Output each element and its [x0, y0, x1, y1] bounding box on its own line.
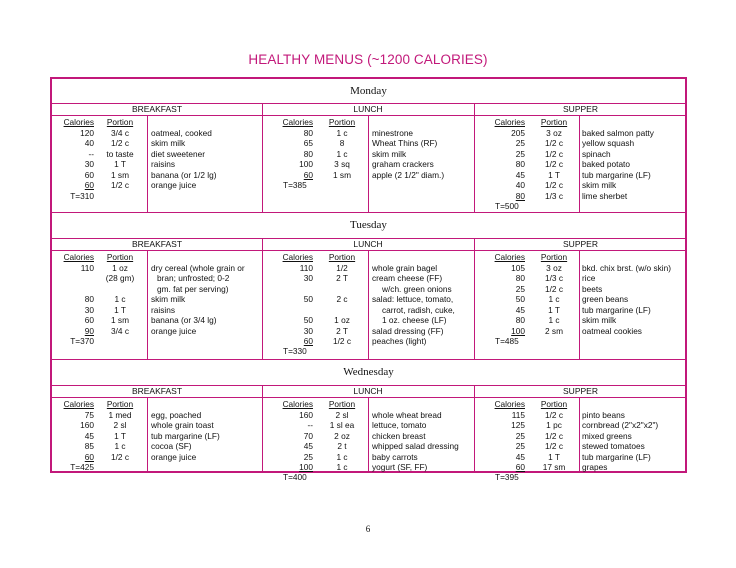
portion-value: (28 gm)	[105, 273, 135, 283]
portion-value: 1/2 c	[111, 138, 129, 148]
portion-value: 1 c	[114, 294, 126, 304]
divider	[147, 115, 148, 212]
portion-value: 1/3 c	[545, 190, 563, 201]
calorie-value: 90	[84, 325, 94, 336]
portion-value: 1 med	[108, 409, 132, 420]
food-item: skim milk	[582, 180, 617, 190]
portion-header: Portion	[328, 399, 356, 409]
calorie-total: T=400	[283, 472, 307, 482]
divider	[474, 238, 475, 359]
food-column	[372, 128, 472, 181]
calories-column	[265, 117, 313, 180]
calorie-value: 60	[84, 180, 94, 190]
portion-value: 2 sl	[335, 409, 349, 420]
calorie-value: 25	[515, 148, 525, 159]
food-item: Wheat Thins (RF)	[372, 138, 438, 148]
calorie-total: T=370	[70, 336, 94, 346]
food-item: oatmeal, cooked	[151, 127, 212, 138]
calorie-total: T=425	[70, 462, 94, 472]
food-item: oatmeal cookies	[582, 325, 642, 336]
calorie-value: 160	[299, 409, 313, 420]
portion-value	[314, 305, 370, 316]
calorie-value: 70	[303, 430, 313, 441]
portion-header: Portion	[540, 117, 568, 127]
calorie-value: 45	[303, 441, 313, 451]
page-title: HEALTHY MENUS (~1200 CALORIES)	[248, 52, 488, 67]
food-item: stewed tomatoes	[582, 441, 645, 451]
calorie-value: 30	[303, 325, 313, 336]
calorie-value: 110	[80, 262, 94, 273]
portion-column	[314, 252, 370, 347]
portion-value: 1 oz	[112, 262, 128, 273]
calorie-value: --	[88, 148, 94, 159]
calorie-value: 80	[303, 148, 313, 159]
food-column	[151, 128, 261, 191]
calories-header: Calories	[494, 117, 525, 127]
food-item: tub margarine (LF)	[582, 169, 651, 180]
calorie-value: 40	[515, 180, 525, 190]
calorie-value: 30	[84, 304, 94, 315]
divider	[368, 115, 369, 212]
food-item: salad: lettuce, tomato,	[372, 294, 454, 304]
calories-column	[54, 252, 94, 347]
meal-title-lunch: LUNCH	[353, 239, 383, 249]
portion-value	[92, 284, 148, 295]
calories-column	[265, 252, 313, 347]
food-item: 1 oz. cheese (LF)	[382, 315, 447, 325]
food-item: minestrone	[372, 127, 414, 138]
food-column	[582, 263, 686, 337]
calorie-value: 75	[84, 409, 94, 420]
calorie-value: 80	[303, 127, 313, 138]
meal-title-supper: SUPPER	[563, 104, 598, 114]
food-item: tub margarine (LF)	[151, 430, 220, 441]
meal-title-lunch: LUNCH	[353, 104, 383, 114]
portion-value: 1/2 c	[111, 180, 129, 190]
portion-value: 1/2 c	[545, 138, 563, 148]
portion-value: 3 oz	[546, 262, 562, 273]
food-item: apple (2 1/2" diam.)	[372, 169, 445, 180]
portion-value: 1/2 c	[545, 409, 563, 420]
portion-value: 1 pc	[546, 420, 562, 430]
portion-value: 1/2	[336, 262, 348, 273]
portion-value: 1 sm	[111, 169, 129, 180]
portion-value: 1 c	[114, 441, 126, 451]
portion-value: 1 T	[548, 451, 560, 462]
portion-value: 1 c	[548, 315, 560, 325]
food-item: raisins	[151, 304, 175, 315]
meal-title-supper: SUPPER	[563, 386, 598, 396]
food-item: tub margarine (LF)	[582, 304, 651, 315]
food-item: dry cereal (whole grain or	[151, 262, 245, 273]
calorie-value: 60	[84, 451, 94, 462]
food-item: lime sherbet	[582, 190, 628, 201]
food-item: salad dressing (FF)	[372, 325, 444, 336]
food-item: cornbread (2"x2"x2")	[582, 420, 659, 430]
meal-title-breakfast: BREAKFAST	[131, 239, 183, 249]
calorie-total: T=500	[495, 201, 519, 211]
total-cell	[495, 472, 535, 483]
calorie-total: T=485	[495, 336, 519, 346]
divider	[368, 250, 369, 359]
food-item: lettuce, tomato	[372, 420, 427, 430]
total-cell	[283, 346, 323, 357]
food-item: yellow squash	[582, 138, 635, 148]
meal-title-breakfast: BREAKFAST	[131, 386, 183, 396]
meal-title-breakfast: BREAKFAST	[131, 104, 183, 114]
page-number: 6	[365, 524, 371, 534]
portion-value: 1/2 c	[545, 441, 563, 451]
divider	[147, 250, 148, 359]
portion-value: 3 sq	[334, 159, 350, 169]
food-item: mixed greens	[582, 430, 632, 441]
food-item: yogurt (SF, FF)	[372, 462, 428, 472]
calories-column	[477, 117, 525, 201]
calorie-value: 80	[515, 273, 525, 283]
calorie-total: T=395	[495, 472, 519, 482]
day-title-monday: Monday	[350, 85, 387, 97]
food-item: banana (or 1/2 lg)	[151, 169, 217, 180]
calorie-value: 100	[299, 462, 313, 472]
calorie-value: 30	[84, 159, 94, 169]
portion-value	[314, 284, 370, 295]
calorie-value: 160	[80, 420, 94, 430]
portion-value: 1 c	[336, 148, 348, 159]
calorie-value: 205	[511, 127, 525, 138]
portion-value: 2 oz	[334, 430, 350, 441]
calories-header: Calories	[282, 252, 313, 262]
portion-value: 2 sl	[113, 420, 127, 430]
food-item: cream cheese (FF)	[372, 273, 443, 283]
divider	[474, 103, 475, 212]
calorie-value: 60	[515, 462, 525, 472]
portion-value: 3/4 c	[111, 127, 129, 138]
calories-header: Calories	[63, 117, 94, 127]
divider	[368, 397, 369, 473]
food-item: w/ch. green onions	[382, 283, 452, 294]
food-item: bkd. chix brst. (w/o skin)	[582, 262, 671, 273]
portion-value: 1 c	[336, 127, 348, 138]
portion-value: 1/2 c	[333, 336, 351, 346]
portion-header: Portion	[540, 399, 568, 409]
calories-column	[477, 399, 525, 473]
portion-value: 1 T	[114, 159, 126, 169]
portion-value: 1 c	[336, 451, 348, 462]
calorie-value: 50	[303, 294, 313, 304]
food-item: spinach	[582, 148, 611, 159]
calorie-value: 80	[515, 315, 525, 325]
portion-header: Portion	[106, 117, 134, 127]
portion-value: 1 c	[548, 294, 560, 304]
calorie-value: 80	[515, 159, 525, 169]
calorie-value: 120	[80, 127, 94, 138]
portion-value: 1 T	[548, 304, 560, 315]
meal-title-supper: SUPPER	[563, 239, 598, 249]
divider	[52, 212, 685, 213]
food-item: cocoa (SF)	[151, 441, 192, 451]
calories-column	[54, 399, 94, 473]
portion-value: 1 sl ea	[329, 420, 355, 430]
food-item: raisins	[151, 159, 175, 169]
calorie-value: 50	[515, 294, 525, 304]
divider	[579, 250, 580, 359]
food-item: orange juice	[151, 451, 197, 462]
divider	[579, 115, 580, 212]
calorie-total: T=385	[283, 180, 307, 190]
portion-value: 2 sm	[545, 325, 563, 336]
food-item: green beans	[582, 294, 629, 304]
food-item: orange juice	[151, 180, 197, 190]
food-item: whipped salad dressing	[372, 441, 459, 451]
food-item: whole grain toast	[151, 420, 214, 430]
portion-value: 3/4 c	[111, 325, 129, 336]
portion-value: 2 c	[336, 294, 348, 304]
portion-value: 2 T	[336, 325, 348, 336]
total-cell	[495, 201, 535, 212]
calorie-value: 80	[84, 294, 94, 304]
food-item: gm. fat per serving)	[157, 283, 229, 294]
food-item: chicken breast	[372, 430, 426, 441]
food-item: pinto beans	[582, 409, 625, 420]
divider	[262, 103, 263, 212]
portion-value: 1/2 c	[545, 159, 563, 169]
calorie-value: 100	[299, 159, 313, 169]
portion-value: 1/2 c	[111, 451, 129, 462]
calorie-value: 25	[515, 138, 525, 148]
calorie-value: 45	[515, 451, 525, 462]
food-item: graham crackers	[372, 159, 434, 169]
portion-value: to taste	[106, 148, 134, 159]
total-cell	[283, 180, 323, 191]
calorie-value: 100	[511, 325, 525, 336]
portion-column	[92, 399, 148, 462]
calorie-value: 60	[303, 169, 313, 180]
portion-value: 1 T	[114, 304, 126, 315]
divider	[262, 385, 263, 473]
meal-title-lunch: LUNCH	[353, 386, 383, 396]
portion-value: 1 oz	[334, 315, 350, 325]
divider	[262, 238, 263, 359]
calories-column	[54, 117, 94, 201]
food-column	[372, 410, 472, 473]
total-cell	[283, 472, 323, 483]
calorie-total: T=310	[70, 190, 94, 201]
portion-column	[92, 252, 148, 336]
divider	[52, 359, 685, 360]
portion-column	[526, 252, 582, 336]
portion-column	[314, 399, 370, 473]
food-item: banana (or 3/4 lg)	[151, 315, 217, 325]
food-item: tub margarine (LF)	[582, 451, 651, 462]
food-column	[151, 410, 261, 463]
total-cell	[495, 336, 535, 347]
portion-column	[526, 399, 582, 473]
calorie-value: 110	[299, 262, 313, 273]
food-column	[372, 263, 472, 347]
portion-value: 1 sm	[111, 315, 129, 325]
portion-header: Portion	[106, 252, 134, 262]
portion-value: 1/3 c	[545, 273, 563, 283]
food-item: orange juice	[151, 325, 197, 336]
calorie-value: 60	[303, 336, 313, 346]
portion-value: 2 t	[337, 441, 347, 451]
calorie-value: 25	[515, 283, 525, 294]
calorie-value: 40	[84, 138, 94, 148]
calorie-value: 45	[515, 304, 525, 315]
food-column	[582, 410, 686, 473]
portion-value: 1 c	[336, 462, 348, 472]
portion-value: 1/2 c	[545, 180, 563, 190]
calorie-value: 115	[511, 409, 525, 420]
food-column	[582, 128, 686, 202]
calorie-value: 105	[511, 262, 525, 273]
calorie-value	[265, 305, 313, 316]
portion-value: 3 oz	[546, 127, 562, 138]
food-item: baked salmon patty	[582, 127, 654, 138]
calorie-value	[54, 284, 94, 295]
calorie-value: 125	[511, 420, 525, 430]
divider	[147, 397, 148, 473]
calorie-value: 65	[303, 138, 313, 148]
calories-header: Calories	[494, 252, 525, 262]
food-item: skim milk	[582, 315, 617, 325]
calories-header: Calories	[282, 399, 313, 409]
portion-header: Portion	[328, 252, 356, 262]
portion-column	[314, 117, 370, 180]
food-item: diet sweetener	[151, 148, 205, 159]
calorie-value: 25	[515, 441, 525, 451]
portion-column	[526, 117, 582, 201]
food-item: bran; unfrosted; 0-2	[157, 273, 230, 283]
food-item: baby carrots	[372, 451, 418, 462]
calorie-value: 60	[84, 169, 94, 180]
calorie-value: 50	[303, 315, 313, 325]
calorie-value: 25	[515, 430, 525, 441]
portion-value: 1/2 c	[545, 430, 563, 441]
calorie-total: T=330	[283, 346, 307, 356]
divider	[579, 397, 580, 473]
portion-value: 8	[339, 138, 345, 148]
portion-value: 1 T	[548, 169, 560, 180]
portion-value: 17 sm	[542, 462, 566, 472]
calorie-value: 80	[515, 190, 525, 201]
divider	[474, 385, 475, 473]
calories-header: Calories	[63, 399, 94, 409]
menu-grid	[50, 77, 687, 482]
portion-value: 2 T	[336, 273, 348, 283]
food-item: whole grain bagel	[372, 262, 438, 273]
food-item: carrot, radish, cuke,	[382, 304, 455, 315]
food-item: skim milk	[372, 148, 407, 159]
calories-column	[477, 252, 525, 336]
calorie-value: 45	[515, 169, 525, 180]
day-title-tuesday: Tuesday	[350, 219, 387, 231]
portion-header: Portion	[106, 399, 134, 409]
portion-header: Portion	[540, 252, 568, 262]
food-item: rice	[582, 273, 596, 283]
portion-header: Portion	[328, 117, 356, 127]
calorie-value: 45	[84, 430, 94, 441]
calories-header: Calories	[63, 252, 94, 262]
calorie-value: 30	[303, 273, 313, 283]
calorie-value: 85	[84, 441, 94, 451]
food-item: whole wheat bread	[372, 409, 442, 420]
calories-header: Calories	[494, 399, 525, 409]
portion-value: 1 T	[114, 430, 126, 441]
portion-column	[92, 117, 148, 191]
food-item: grapes	[582, 462, 608, 472]
food-item: egg, poached	[151, 409, 202, 420]
calorie-value: 25	[303, 451, 313, 462]
food-item: beets	[582, 283, 603, 294]
portion-value: 1/2 c	[545, 148, 563, 159]
food-item: baked potato	[582, 159, 630, 169]
food-item: peaches (light)	[372, 336, 427, 346]
portion-value: 1 sm	[333, 169, 351, 180]
portion-value: 1/2 c	[545, 283, 563, 294]
calories-header: Calories	[282, 117, 313, 127]
food-item: skim milk	[151, 138, 186, 148]
food-item: skim milk	[151, 294, 186, 304]
calorie-value: 60	[84, 315, 94, 325]
day-title-wednesday: Wednesday	[343, 366, 394, 378]
calorie-value	[54, 273, 94, 284]
food-column	[151, 263, 261, 337]
calorie-value: --	[307, 420, 313, 430]
calories-column	[265, 399, 313, 473]
calorie-value	[265, 284, 313, 295]
